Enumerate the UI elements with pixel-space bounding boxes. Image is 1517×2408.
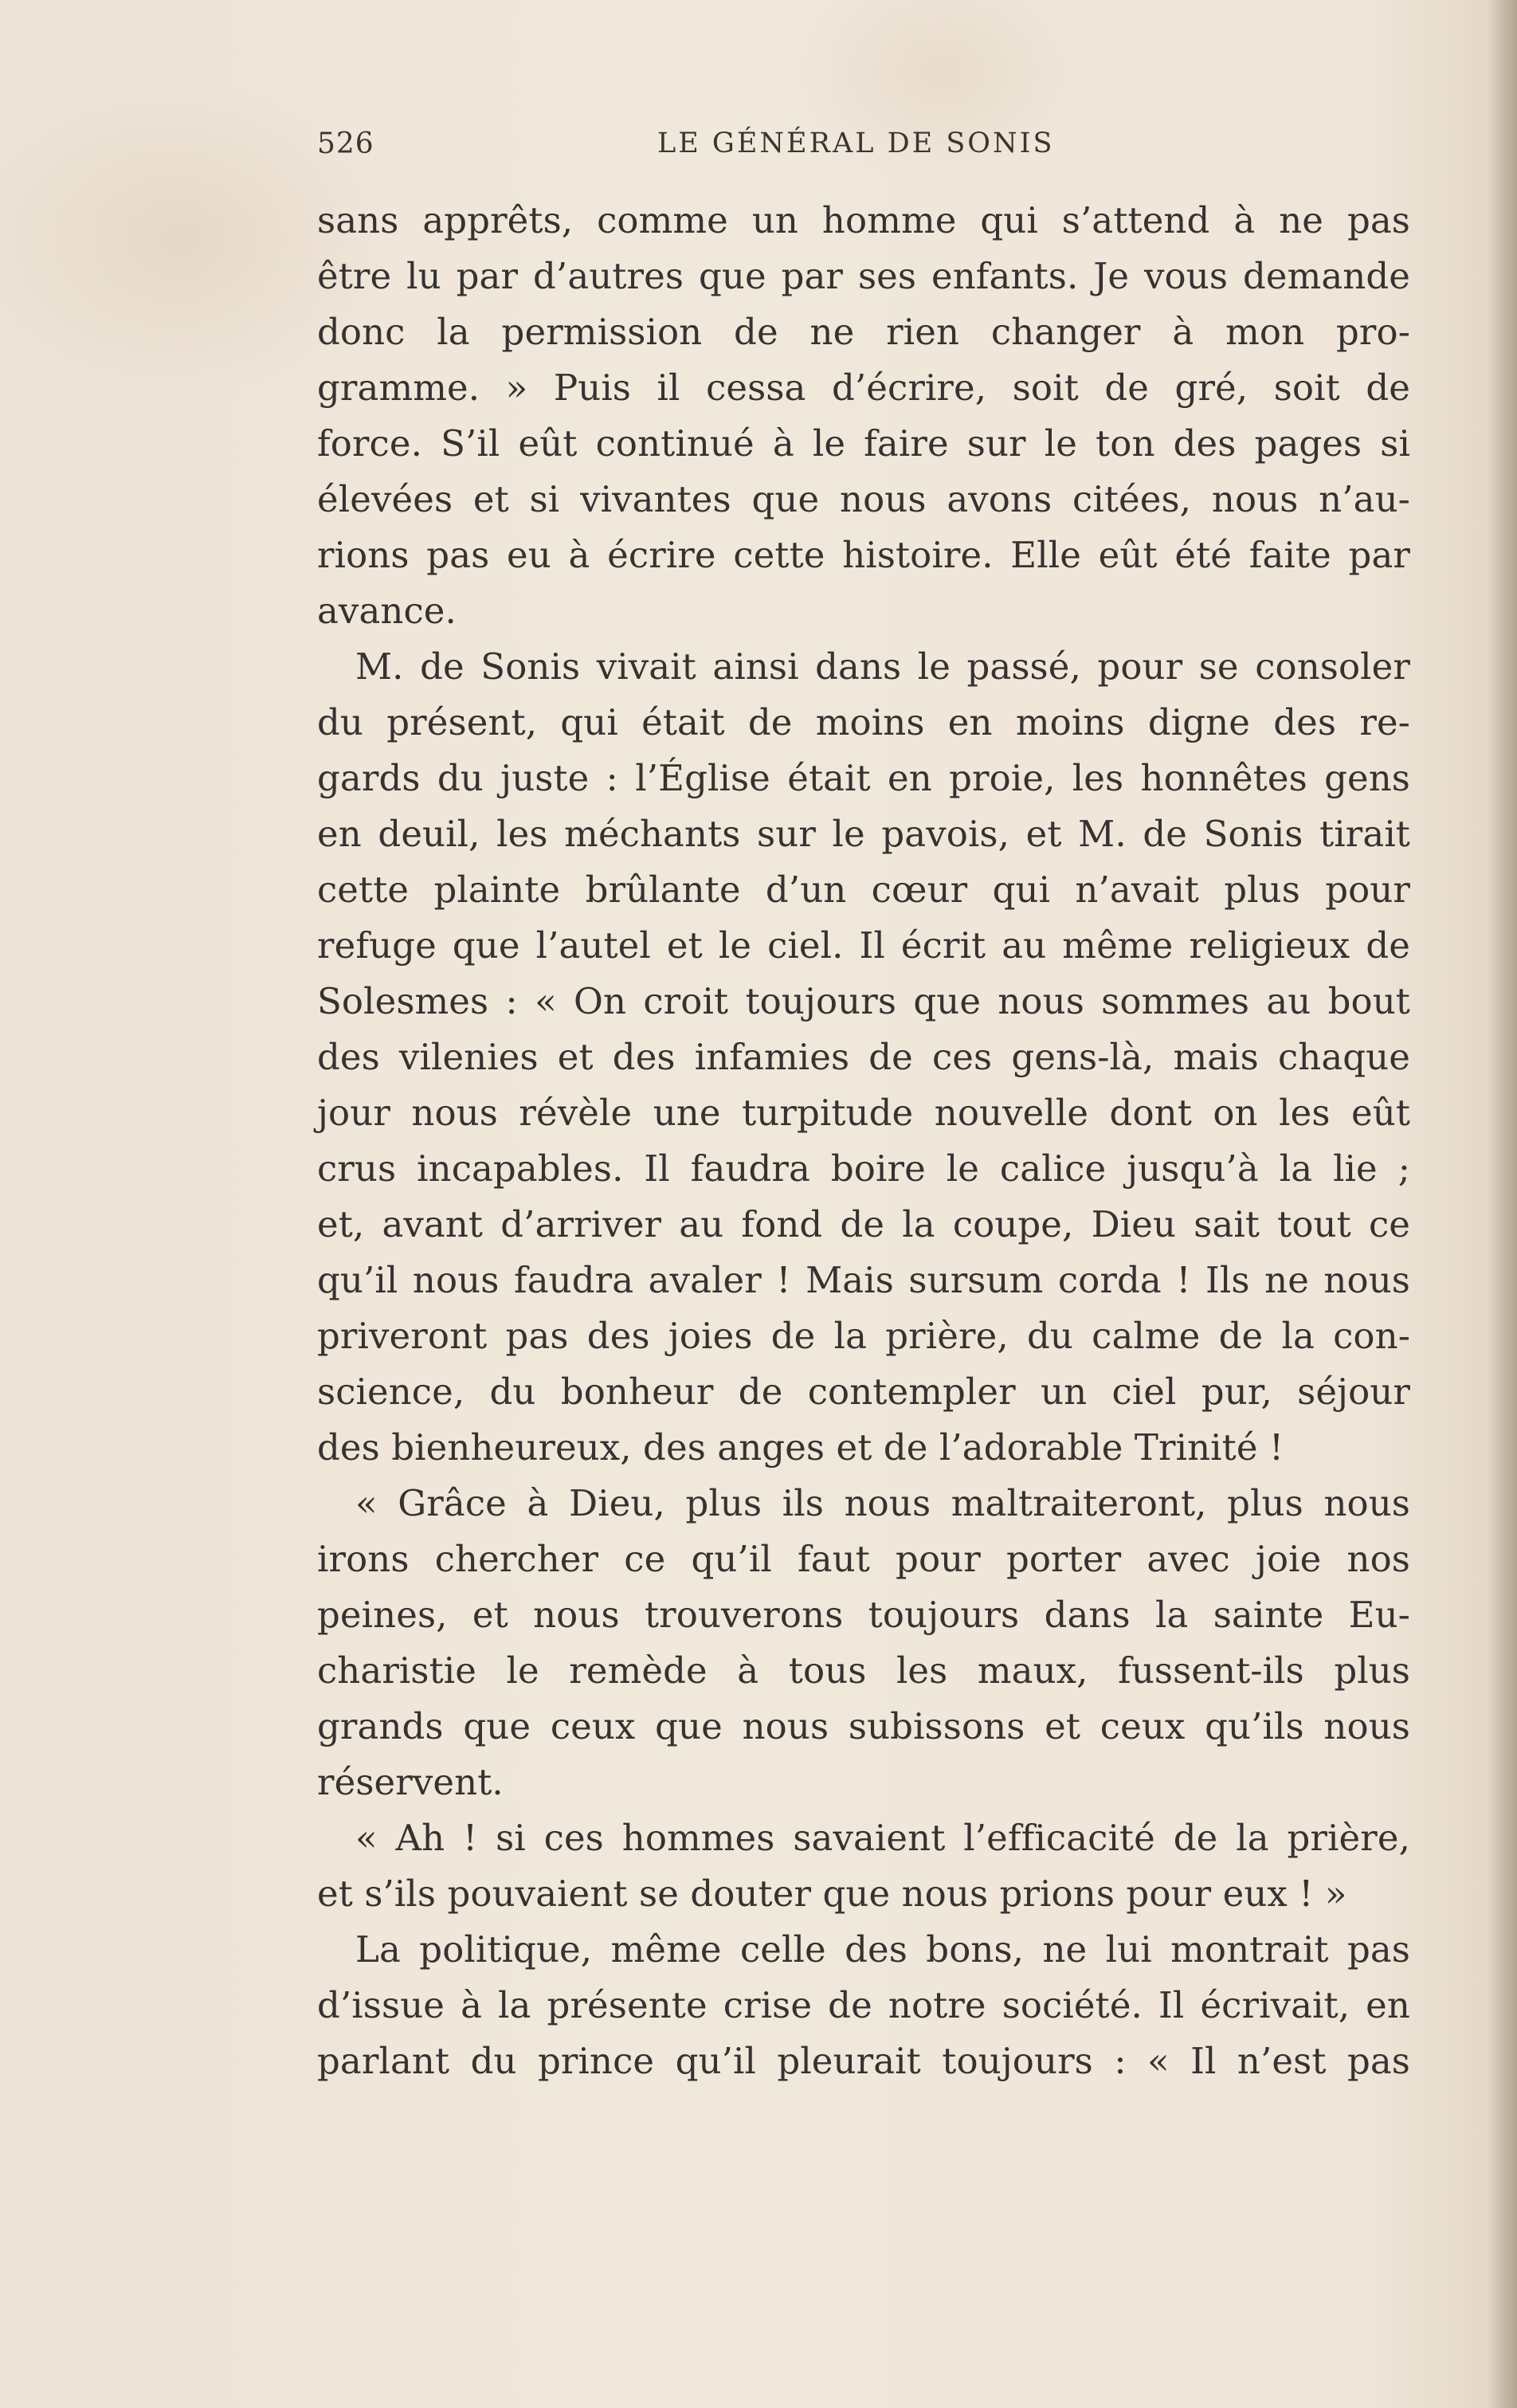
text-line: La politique, même celle des bons, ne lui montrait pas (355, 1928, 1410, 1971)
text-line: en deuil, les méchants sur le pavois, et M. de Sonis tirait (317, 813, 1410, 855)
text-line: avance. (317, 590, 457, 632)
text-line: donc la permission de ne rien changer à mon pro- (317, 311, 1410, 353)
text-line: et s’ils pouvaient se douter que nous prions pour eux ! » (317, 1873, 1347, 1915)
text-line: irons chercher ce qu’il faut pour porter avec joie nos (317, 1538, 1410, 1580)
text-line: et, avant d’arriver au fond de la coupe, Dieu sait tout ce (317, 1203, 1410, 1245)
text-line: M. de Sonis vivait ainsi dans le passé, pour se consoler (355, 645, 1410, 688)
text-line: rions pas eu à écrire cette histoire. Elle eût été faite par (317, 534, 1410, 576)
text-line: sans apprêts, comme un homme qui s’attend à ne pas (317, 199, 1410, 241)
body-text (317, 193, 1410, 2089)
text-line: gards du juste : l’Église était en proie, les honnêtes gens (317, 757, 1410, 799)
text-line: force. S’il eût continué à le faire sur le ton des pages si (317, 422, 1410, 465)
text-line: charistie le remède à tous les maux, fussent-ils plus (317, 1649, 1410, 1692)
text-line: cette plainte brûlante d’un cœur qui n’avait plus pour (317, 869, 1410, 911)
text-line: être lu par d’autres que par ses enfants. Je vous demande (317, 255, 1410, 297)
text-line: refuge que l’autel et le ciel. Il écrit au même religieux de (317, 924, 1410, 967)
text-line: parlant du prince qu’il pleurait toujours : « Il n’est pas (317, 2040, 1410, 2082)
text-line: priveront pas des joies de la prière, du calme de la con- (317, 1315, 1410, 1357)
text-line: qu’il nous faudra avaler ! Mais sursum corda ! Ils ne nous (317, 1259, 1410, 1301)
text-line: du présent, qui était de moins en moins digne des re- (317, 701, 1410, 743)
text-line: peines, et nous trouverons toujours dans la sainte Eu- (317, 1594, 1410, 1636)
text-line: « Grâce à Dieu, plus ils nous maltraiteront, plus nous (355, 1482, 1410, 1524)
text-line: élevées et si vivantes que nous avons citées, nous n’au- (317, 478, 1410, 520)
running-title: LE GÉNÉRAL DE SONIS (657, 127, 1055, 159)
text-line: des bienheureux, des anges et de l’adorable Trinité ! (317, 1426, 1284, 1469)
text-line: jour nous révèle une turpitude nouvelle dont on les eût (317, 1092, 1410, 1134)
text-line: réservent. (317, 1761, 504, 1803)
running-header (317, 127, 1410, 175)
text-line: gramme. » Puis il cessa d’écrire, soit de gré, soit de (317, 367, 1410, 409)
text-line: des vilenies et des infamies de ces gens-là, mais chaque (317, 1036, 1410, 1078)
text-line: d’issue à la présente crise de notre société. Il écrivait, en (317, 1984, 1410, 2026)
page-gutter-shadow (1487, 0, 1517, 2408)
text-line: crus incapables. Il faudra boire le calice jusqu’à la lie ; (317, 1147, 1410, 1190)
text-line: « Ah ! si ces hommes savaient l’efficacité de la prière, (355, 1817, 1410, 1859)
text-line: grands que ceux que nous subissons et ceux qu’ils nous (317, 1705, 1410, 1747)
text-line: Solesmes : « On croit toujours que nous sommes au bout (317, 980, 1410, 1022)
page-number: 526 (317, 127, 374, 160)
text-line: science, du bonheur de contempler un ciel pur, séjour (317, 1371, 1410, 1413)
